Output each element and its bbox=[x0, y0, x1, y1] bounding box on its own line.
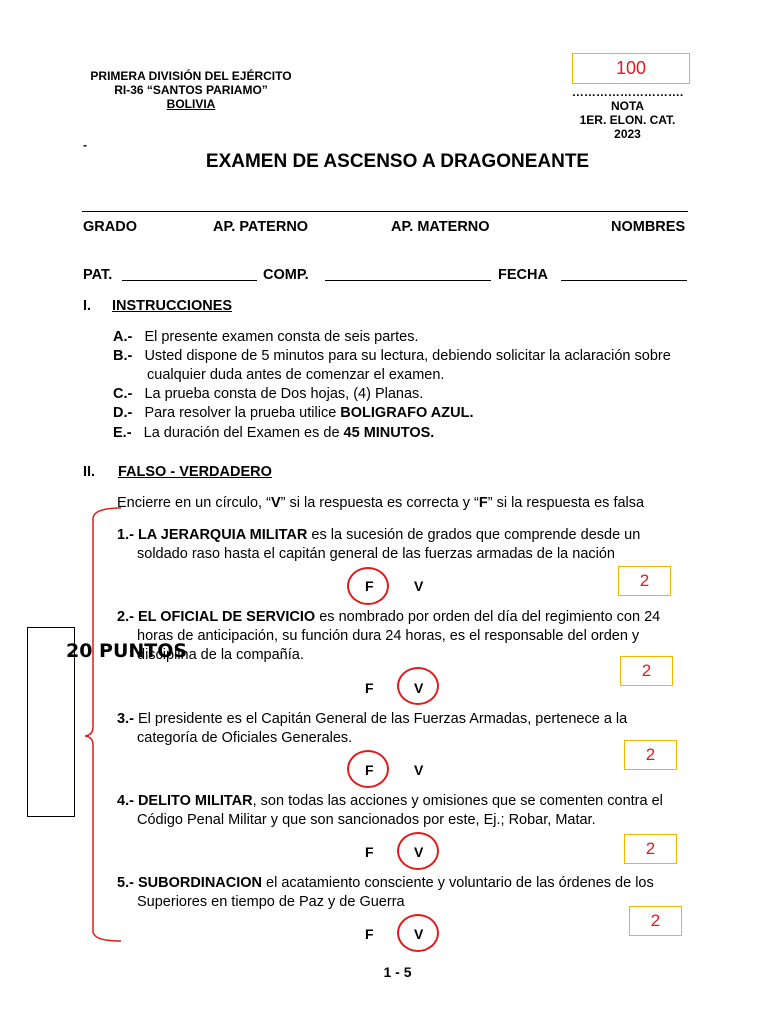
q1-v-option[interactable]: V bbox=[414, 578, 424, 594]
q4-f-option[interactable]: F bbox=[365, 844, 374, 860]
pat-blank[interactable] bbox=[122, 280, 257, 281]
total-score-box bbox=[572, 53, 690, 84]
q4-v-option[interactable]: V bbox=[414, 844, 424, 860]
section2-instruction: Encierre en un círculo, “V” si la respuesta es correcta y “F” si la respuesta es falsa bbox=[117, 495, 645, 511]
instruction-letter: A.- bbox=[113, 329, 133, 345]
question-5-cont: Superiores en tiempo de Paz y de Guerra bbox=[137, 894, 405, 910]
q1-answer-circle bbox=[347, 567, 389, 605]
instruction-letter: B.- bbox=[113, 348, 133, 364]
field-nombres: NOMBRES bbox=[611, 219, 686, 235]
q3-score-box: 2 bbox=[624, 740, 677, 770]
field-grado: GRADO bbox=[83, 219, 137, 235]
comp-blank[interactable] bbox=[325, 280, 491, 281]
section1-num: I. bbox=[83, 298, 92, 314]
header-line1: PRIMERA DIVISIÓN DEL EJÉRCITO bbox=[90, 69, 292, 83]
fecha-blank[interactable] bbox=[561, 280, 687, 281]
nota-dots: ………………………. bbox=[571, 85, 684, 99]
instruction-b-cont: cualquier duda antes de comenzar el examen. bbox=[147, 367, 445, 383]
q2-score-box: 2 bbox=[620, 656, 673, 686]
header-block bbox=[82, 69, 300, 111]
question-2-cont: horas de anticipación, su función dura 24 horas, es el responsable del orden y bbox=[137, 628, 640, 644]
q4-score-box: 2 bbox=[624, 834, 677, 864]
q2-answer-circle bbox=[397, 667, 439, 705]
instruction-bold: 45 MINUTOS. bbox=[343, 425, 435, 441]
q5-answer-circle bbox=[397, 914, 439, 952]
question-1-cont: soldado raso hasta el capitán general de las fuerzas armadas de la nación bbox=[137, 546, 615, 562]
q3-answer-circle bbox=[347, 750, 389, 788]
instruction-text: La prueba consta de Dos hojas, (4) Planas. bbox=[144, 386, 424, 402]
q5-score-box: 2 bbox=[629, 906, 682, 936]
question-3-cont: categoría de Oficiales Generales. bbox=[137, 730, 353, 746]
q1-f-option[interactable]: F bbox=[365, 578, 374, 594]
nota-label: NOTA bbox=[610, 99, 645, 113]
q4-answer-circle bbox=[397, 832, 439, 870]
instruction-text: El presente examen consta de seis partes. bbox=[144, 329, 419, 345]
title-rule bbox=[82, 211, 688, 212]
q5-v-option[interactable]: V bbox=[414, 926, 424, 942]
field-ap-paterno: AP. PATERNO bbox=[213, 219, 309, 235]
page-title: EXAMEN DE ASCENSO A DRAGONEANTE bbox=[205, 151, 590, 172]
nota-year: 2023 bbox=[614, 127, 641, 141]
question-3: 3.- El presidente es el Capitán General de las Fuerzas Armadas, pertenece a la bbox=[117, 711, 628, 727]
instruction-text: La duración del Examen es de bbox=[143, 425, 344, 441]
field-pat: PAT. bbox=[83, 267, 113, 283]
field-ap-materno: AP. MATERNO bbox=[391, 219, 490, 235]
question-2: 2.- EL OFICIAL DE SERVICIO es nombrado por orden del día del regimiento con 24 bbox=[117, 609, 661, 625]
nota-category: 1ER. ELON. CAT. bbox=[579, 113, 676, 127]
nota-block bbox=[565, 85, 690, 141]
instruction-letter: D.- bbox=[113, 405, 133, 421]
question-4: 4.- DELITO MILITAR, son todas las acciones y omisiones que se comenten contra el bbox=[117, 793, 663, 809]
instruction-text: Usted dispone de 5 minutos para su lectura, debiendo solicitar la aclaración sobre bbox=[144, 348, 671, 364]
question-2-cont2: disciplina de la compañía. bbox=[137, 647, 304, 663]
section1-title: INSTRUCCIONES bbox=[112, 298, 233, 314]
header-line3: BOLIVIA bbox=[166, 97, 216, 111]
header-line2: RI-36 “SANTOS PARIAMO” bbox=[114, 83, 268, 97]
instruction-d bbox=[113, 404, 473, 423]
points-label: 20 PUNTOS bbox=[66, 640, 188, 662]
field-fecha: FECHA bbox=[498, 267, 548, 283]
question-4-cont: Código Penal Militar y que son sancionados por este, Ej.; Robar, Matar. bbox=[137, 812, 596, 828]
instruction-bold: BOLIGRAFO AZUL. bbox=[340, 405, 474, 421]
q2-v-option[interactable]: V bbox=[414, 680, 424, 696]
instruction-letter: E.- bbox=[113, 425, 132, 441]
page-number: 1 - 5 bbox=[383, 964, 412, 980]
instruction-e bbox=[113, 424, 434, 443]
instruction-b bbox=[113, 347, 671, 366]
question-5: 5.- SUBORDINACION el acatamiento consciente y voluntario de las órdenes de los bbox=[117, 875, 654, 891]
dash-mark: - bbox=[83, 138, 87, 152]
q2-f-option[interactable]: F bbox=[365, 680, 374, 696]
section2-title: FALSO - VERDADERO bbox=[118, 464, 272, 480]
instruction-c bbox=[113, 385, 423, 404]
field-comp: COMP. bbox=[263, 267, 309, 283]
q3-v-option[interactable]: V bbox=[414, 762, 424, 778]
instruction-a bbox=[113, 328, 418, 347]
total-score: 100 bbox=[615, 58, 647, 78]
instruction-text: Para resolver la prueba utilice bbox=[144, 405, 341, 421]
instruction-letter: C.- bbox=[113, 386, 133, 402]
section2-num: II. bbox=[83, 464, 96, 480]
q3-f-option[interactable]: F bbox=[365, 762, 374, 778]
question-1: 1.- LA JERARQUIA MILITAR es la sucesión de grados que comprende desde un bbox=[117, 527, 641, 543]
q1-score-box: 2 bbox=[618, 566, 671, 596]
q5-f-option[interactable]: F bbox=[365, 926, 374, 942]
